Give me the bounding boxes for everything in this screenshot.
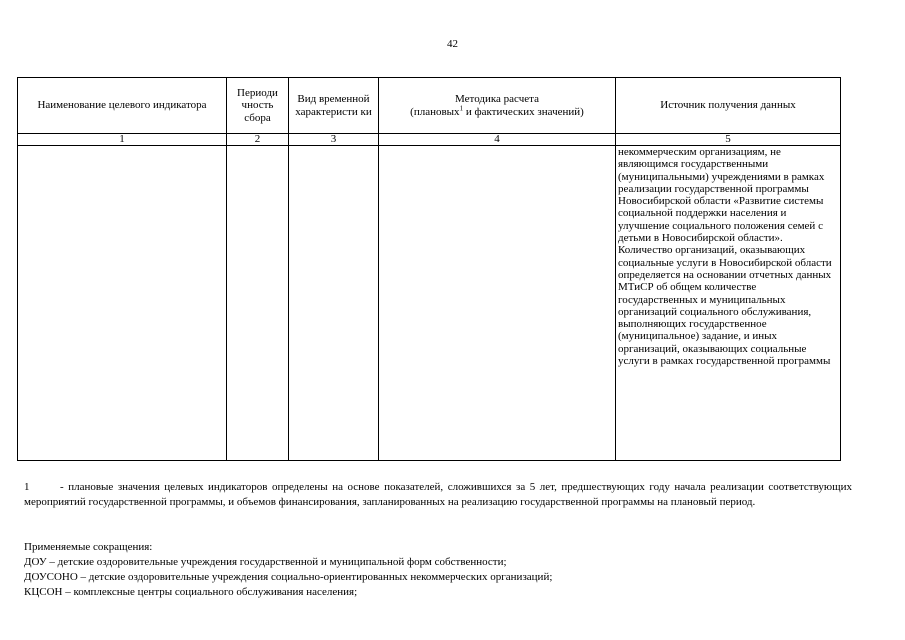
header-calculation-method-title: Методика расчета xyxy=(455,93,539,106)
abbreviation-item: ДОУ – детские оздоровительные учреждения государственной и муниципальной форм собственности; xyxy=(24,556,507,568)
abbreviations-block xyxy=(24,540,852,600)
cell-calculation-method xyxy=(379,146,616,461)
column-number: 1 xyxy=(18,134,227,146)
indicator-table xyxy=(17,77,841,461)
table-row xyxy=(18,146,841,461)
cell-data-source: некоммерческим организациям, не являющимся государственными (муниципальными) учреждениями в рамках реализации государственной программы Новосибирской области «Развитие системы социальной поддержки населения и улучшение социального положения семей с детьми в Новосибирской области». Количество организаций, оказывающих социальные услуги в Новосибирской области определяется на основании отчетных данных МТиСР об общем количестве государственных и муниципальных организаций социального обслуживания, выполняющих государственное (муниципальное) задание, и иных организаций, оказывающих социальные услуги в рамках государственной программы xyxy=(616,146,841,461)
column-number: 2 xyxy=(227,134,289,146)
cell-indicator-name xyxy=(18,146,227,461)
abbreviation-item: КЦСОН – комплексные центры социального обслуживания населения; xyxy=(24,586,358,598)
footnote-text: - плановые значения целевых индикаторов определены на основе показателей, сложившихся за 5 лет, предшествующих году начала реализации соответствующих мероприятий государственной программы, и объемов финансирования, запланированных на реализацию государственной программы на плановый период. xyxy=(24,481,852,508)
footnote-marker: 1 xyxy=(24,481,30,493)
header-calculation-method-subtitle: (плановых$^1$ и фактических значений) xyxy=(410,103,584,118)
abbreviations-title: Применяемые сокращения: xyxy=(24,541,153,553)
header-indicator-name: Наименование целевого индикатора xyxy=(18,78,227,134)
cell-collection-period xyxy=(227,146,289,461)
footnote xyxy=(24,480,852,510)
column-number: 5 xyxy=(616,134,841,146)
column-number: 3 xyxy=(289,134,379,146)
column-number: 4 xyxy=(379,134,616,146)
page-number: 42 xyxy=(447,38,458,50)
column-number-row xyxy=(18,134,841,146)
header-time-characteristic: Вид временной характеристи ки xyxy=(289,78,379,134)
abbreviation-item: ДОУСОНО – детские оздоровительные учреждения социально-ориентированных некоммерческих организаций; xyxy=(24,571,553,583)
cell-time-characteristic xyxy=(289,146,379,461)
table-header-row xyxy=(18,78,841,134)
header-data-source: Источник получения данных xyxy=(616,78,841,134)
header-collection-period: Периоди чность сбора xyxy=(227,78,289,134)
header-calculation-method xyxy=(379,78,616,134)
